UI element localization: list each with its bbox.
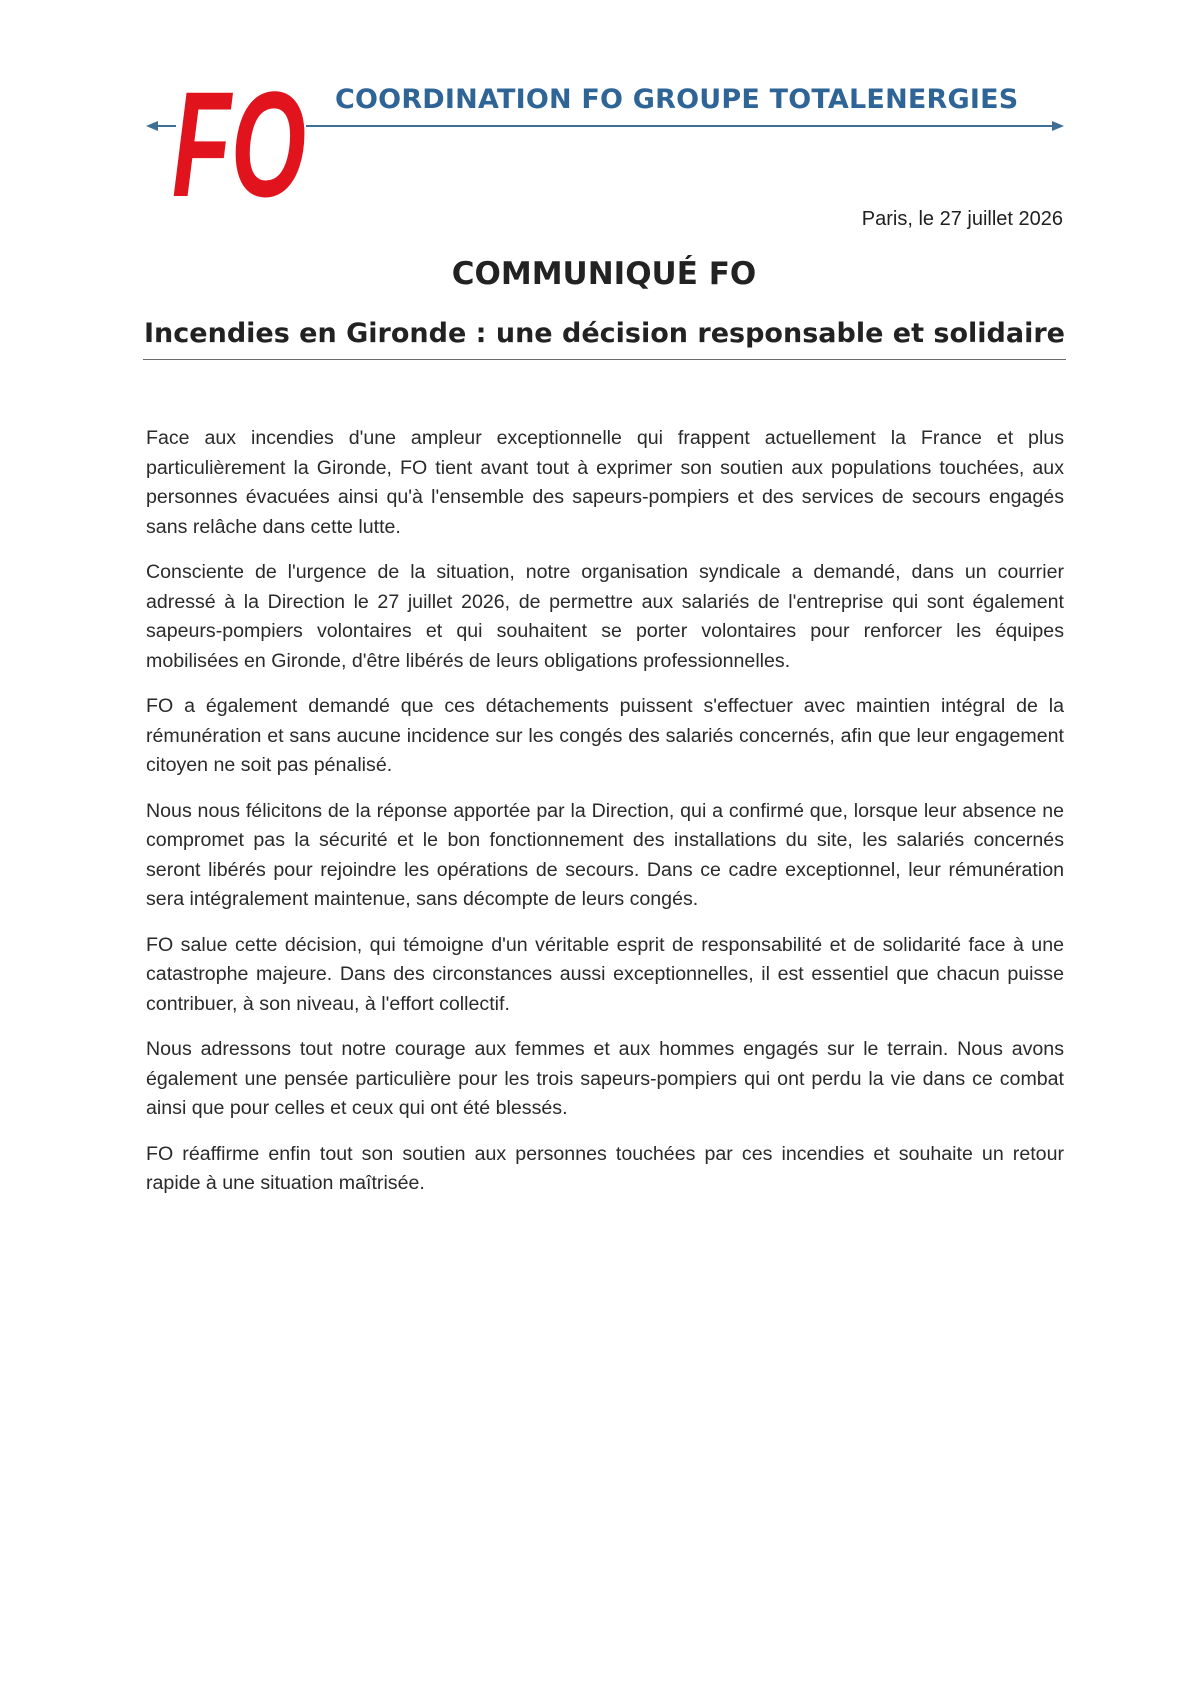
paragraph: FO a également demandé que ces détachements puissent s'effectuer avec maintien intégral de la rémunération et sans aucune incidence sur les congés des salariés concernés, afin que leur engagement citoyen ne soit pas pénalisé. bbox=[146, 695, 1064, 776]
logo-text: FO bbox=[172, 60, 306, 228]
paragraph: FO réaffirme enfin tout son soutien aux personnes touchées par ces incendies et souhaite un retour rapide à une situation maîtrisée. bbox=[146, 1142, 1064, 1194]
fo-logo bbox=[170, 60, 310, 228]
paragraph: FO salue cette décision, qui témoigne d'un véritable esprit de responsabilité et de solidarité face à une catastrophe majeure. Dans des circonstances aussi exceptionnelles, il est essentiel que chacun puisse contribuer, à son niveau, à l'effort collectif. bbox=[146, 933, 1064, 1015]
body-text bbox=[146, 424, 1064, 1215]
header-rule-arrow bbox=[146, 118, 1064, 134]
paragraph: Face aux incendies d'une ampleur exceptionnelle qui frappent actuellement la France et plus particulièrement la Gironde, FO tient avant tout à exprimer son soutien aux populations touchées, aux personnes évacuées ainsi qu'à l'ensemble des sapeurs-pompiers et des services de secours engagés sans relâche dans cette lutte. bbox=[146, 427, 1064, 538]
paragraph: Consciente de l'urgence de la situation, notre organisation syndicale a demandé, dans un courrier adressé à la Direction le 27 juillet 2026, de permettre aux salariés de l'entreprise qui sont également sapeurs-pompiers volontaires et qui souhaitent se porter volontaires pour renforcer les équipes mobilisées en Gironde, d'être libérés de leurs obligations professionnelles. bbox=[146, 561, 1064, 672]
headline: Incendies en Gironde : une décision responsable et solidaire bbox=[143, 318, 1066, 360]
organization-title: COORDINATION FO GROUPE TOTALENERGIES bbox=[335, 84, 1019, 115]
date-line: Paris, le 27 juillet 2026 bbox=[861, 208, 1063, 230]
paragraph: Nous nous félicitons de la réponse apportée par la Direction, qui a confirmé que, lorsque leur absence ne compromet pas la sécurité et le bon fonctionnement des installations du site, les salariés concernés seront libérés pour rejoindre les opérations de secours. Dans ce cadre exceptionnel, leur rémunération sera intégralement maintenue, sans décompte de leurs congés. bbox=[146, 799, 1064, 910]
document-type-heading: COMMUNIQUÉ FO bbox=[451, 256, 757, 292]
paragraph: Nous adressons tout notre courage aux femmes et aux hommes engagés sur le terrain. Nous avons également une pensée particulière pour les trois sapeurs-pompiers qui ont perdu la vie dans ce combat ainsi que pour celles et ceux qui ont été blessés. bbox=[146, 1038, 1064, 1119]
